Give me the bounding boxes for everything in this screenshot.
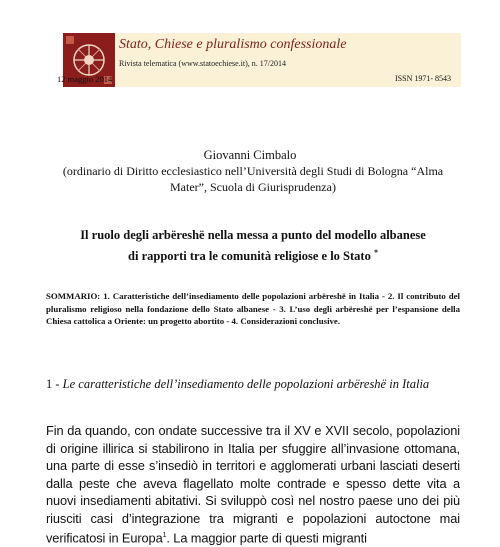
footnote-marker[interactable]: 1 — [162, 532, 167, 539]
journal-title: Stato, Chiese e pluralismo confessionale — [119, 37, 347, 52]
journal-meta: Rivista telematica (www.statoechiese.it), n. 17/2014 — [119, 59, 286, 68]
body-paragraph — [46, 422, 460, 547]
article-summary: SOMMARIO: 1. Caratteristiche dell’insediamento delle popolazioni arbëreshë in Italia - 2. Il contributo del pluralismo religioso nella fondazione dello Stato albanese - 3. L’uso degli arbëreshë per l’espansione della Chiesa cattolica a Oriente: un progetto abortito - 4. Considerazioni conclusive. — [46, 291, 460, 326]
section-heading — [46, 376, 460, 393]
issn-number: ISSN 1971- 8543 — [395, 74, 452, 83]
author-affiliation: (ordinario di Diritto ecclesiastico nell’Università degli Studi di Bologna “Alma Mater”, Scuola di Giurisprudenza) — [62, 164, 444, 194]
author-name: Giovanni Cimbalo — [203, 148, 297, 162]
body-text: Fin da quando, con ondate successive tra il XV e XVII secolo, popolazioni di origine illirica si stabilirono in Italia per sfuggire all’invasione ottomana, una parte di esse s’insediò in territori e agglomerati urbani lasciati deserti dalla peste che aveva flagellato molte contrade e spesso dette vita a nuovi insediamenti abitativi. Si sviluppò così nel nostro paese uno dei più riusciti casi d’integrazione tra migranti e popolazioni autoctone mai verificatosi in Europa — [46, 423, 460, 546]
article-title-line2: di rapporti tra le comunità religiose e lo Stato — [128, 249, 371, 264]
article-title-line1: Il ruolo degli arbëreshë nella messa a punto del modello albanese — [80, 228, 426, 242]
section-number: 1 - — [46, 377, 63, 391]
article-title — [48, 226, 458, 265]
title-footnote-marker[interactable]: * — [373, 248, 378, 257]
section-title: Le caratteristiche dell’insediamento delle popolazioni arbëreshë in Italia — [62, 377, 430, 391]
publication-date: 12 maggio 2014 — [57, 74, 113, 84]
body-text-continued: . La maggior parte di questi migranti — [166, 530, 367, 546]
